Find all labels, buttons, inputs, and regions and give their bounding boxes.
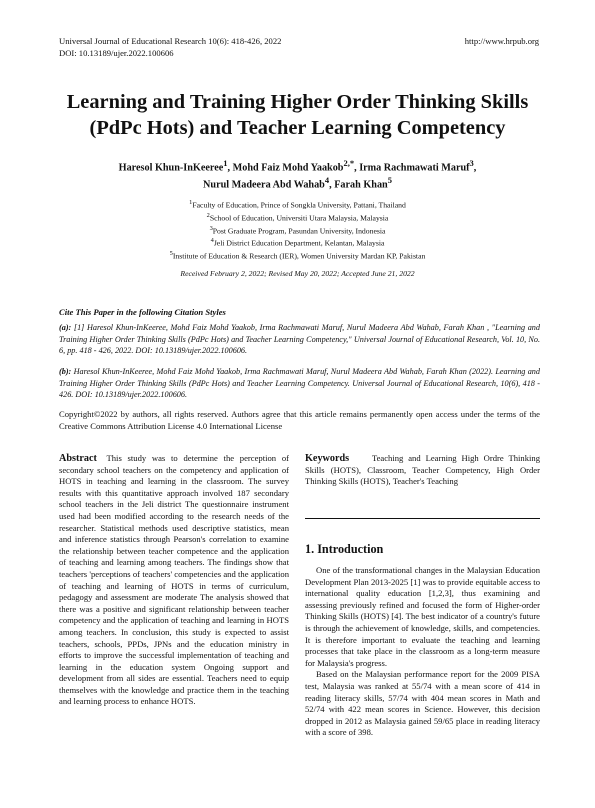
keywords-label: Keywords: [305, 453, 350, 464]
section-body: [305, 565, 540, 739]
abstract-label: Abstract: [59, 453, 97, 464]
citation-label: (b):: [59, 367, 72, 376]
author-sup: 2,*: [343, 158, 355, 168]
affiliation: [60, 236, 535, 249]
author-name: Nurul Madeera Abd Wahab: [203, 179, 325, 191]
abstract: [59, 453, 289, 708]
affiliation: [60, 198, 535, 211]
author-name: Mohd Faiz Mohd Yaakob: [232, 162, 344, 174]
paper-title: [40, 89, 555, 141]
citation-style-b: [59, 366, 540, 401]
affiliation-sup: 1: [189, 199, 193, 206]
section-heading: 1. Introduction: [305, 542, 384, 556]
title-line-2: (PdPc Hots) and Teacher Learning Competency: [89, 117, 506, 139]
doi-line: DOI: 10.13189/ujer.2022.100606: [59, 47, 174, 58]
affiliation: [60, 211, 535, 224]
affiliation-sup: 5: [169, 250, 173, 258]
received-dates: Received February 2, 2022; Revised May 20, 2022; Accepted June 21, 2022: [180, 269, 415, 278]
journal-line: Universal Journal of Educational Research 10(6): 418-426, 2022: [59, 36, 282, 46]
author-name: Irma Rachmawati Maruf: [359, 162, 470, 174]
copyright-notice: Copyright©2022 by authors, all rights reserved. Authors agree that this article remains permanently open access under the terms of the Creative Commons Attribution License 4.0 International License: [59, 409, 540, 431]
citation-heading: Cite This Paper in the following Citation Styles: [59, 307, 226, 317]
running-header: [59, 36, 281, 59]
author-name: Farah Khan: [334, 179, 388, 191]
author-sup: 3: [469, 158, 474, 168]
author-sup: 5: [387, 175, 392, 186]
affiliation-sup: 2: [206, 211, 210, 219]
author-line-1: Haresol Khun-InKeeree$^1$, Mohd Faiz Mohd Yaakob$^{2,*}$, Irma Rachmawati Maruf$^3$,: [118, 158, 477, 174]
affiliation-text: Post Graduate Program, Pasundan University, Indonesia: [212, 226, 386, 236]
citation-style-a: [59, 322, 540, 357]
journal-url[interactable]: http://www.hrpub.org: [464, 36, 539, 46]
section-divider: [305, 518, 540, 519]
citation-label: (a):: [59, 323, 72, 332]
affiliation-sup: 4: [210, 237, 214, 245]
paragraph: Based on the Malaysian performance report for the 2009 PISA test, Malaysia was ranked at 55/74 with a mean score of 414 in reading literacy skills, 57/74 with 404 mean scores in Math and 52/74 with 422 mean scores in Science. However, this decision dropped in 2012 as Malaysia gained 59/65 place in reading literacy with a score of 398.: [305, 669, 540, 738]
paragraph: One of the transformational changes in the Malaysian Education Development Plan 2013-2025 [1] was to provide equitable access to international quality education [1,2,3], thus examining and assessing previously refined and focused the form of Higher-order Thinking Skills (HOTS) [4]. The best indicator of a country's future is through the achievement of knowledge, skills, and competencies. It is therefore important to evaluate the teaching and learning processes that take place in the classroom as a long-term measure for Malaysia's progress.: [305, 565, 540, 668]
affiliation-list: [60, 198, 535, 262]
affiliation-text: Institute of Education & Research (IER), Women University Mardan KP, Pakistan: [172, 251, 426, 261]
author-list: [60, 157, 535, 192]
citation-text: [1] Haresol Khun-InKeeree, Mohd Faiz Mohd Yaakob, Irma Rachmawati Maruf, Nurul Madeera Abd Wahab, Farah Khan , "Learning and Training Higher Order Thinking Skills (PdPc Hots) and Teacher Learning Competency," Universal Journal of Educational Research, Vol. 10, No. 6, pp. 418 - 426, 2022. DOI: 10.13189/ujer.2022.100606.: [59, 323, 540, 355]
author-sup: 1: [223, 158, 228, 168]
author-sup: 4: [324, 175, 330, 186]
abstract-text: This study was to determine the perception of secondary school teachers on the competency and application of HOTS in teaching and learning in the classroom. The survey results with this quantitative approach involved 187 secondary school teachers in the Jeli district The questionnaire instrument used had been modified according to the research needs of the researcher. Statistical methods used descriptive statistics, mean and inference statistics through Pearson's correlation to examine the relationship between teacher competence and the application of teaching and learning among teachers. The findings show that teachers 'perceptions of teachers' competencies and the application of teaching and learning of HOTS in terms of curriculum, pedagogy and assessment are moderate The analysis showed that there was a positive and significant relationship between teacher competency and the application of teaching and learning in HOTS among teachers. In conclusion, this study is expected to assist teachers, schools, PPDs, JPNs and the education ministry in efforts to improve the successful implementation of teaching and learning in the education system Ongoing support and development from all sides are essential. Teachers need to equip themselves with the knowledge and practice them in the teaching and learning process to enhance HOTS.: [59, 453, 289, 707]
affiliation: [60, 224, 535, 237]
affiliation-text: School of Education, Universiti Utara Malaysia, Malaysia: [209, 213, 389, 223]
keywords-block: [305, 453, 540, 488]
affiliation-text: Jeli District Education Department, Kelantan, Malaysia: [213, 238, 385, 248]
author-name: Haresol Khun-InKeeree: [118, 162, 224, 174]
title-line-1: Learning and Training Higher Order Thinking Skills: [66, 91, 529, 113]
keywords: [305, 453, 540, 488]
citation-text: Haresol Khun-InKeeree, Mohd Faiz Mohd Yaakob, Irma Rachmawati Maruf, Nurul Madeera Abd Wahab, Farah Khan (2022). Learning and Training Higher Order Thinking Skills (PdPc Hots) and Teacher Learning Competency. Universal Journal of Educational Research, 10(6), 418 - 426. DOI: 10.13189/ujer.2022.100606.: [59, 367, 540, 399]
affiliation-text: Faculty of Education, Prince of Songkla University, Pattani, Thailand: [192, 200, 406, 210]
affiliation-sup: 3: [209, 224, 213, 232]
affiliation: [60, 249, 535, 262]
author-line-2: Nurul Madeera Abd Wahab$^4$, Farah Khan$^5$: [203, 175, 392, 191]
keywords-text: Teaching and Learning High Ordre Thinking Skills (HOTS), Classroom, Teacher Competency, High Order Thinking Skills (HOTS), Teacher's Teaching: [305, 453, 540, 487]
